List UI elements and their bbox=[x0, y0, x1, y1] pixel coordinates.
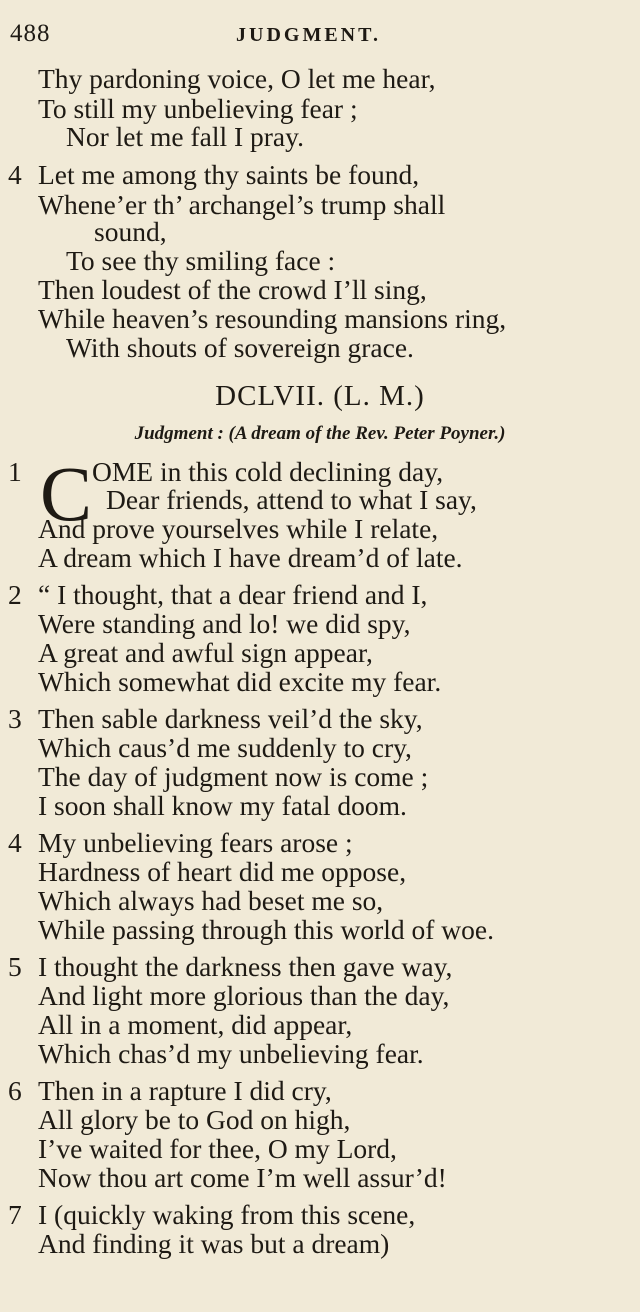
verse-line: All glory be to God on high, bbox=[38, 1104, 351, 1135]
running-head: JUDGMENT. bbox=[236, 24, 381, 46]
verse-line: I’ve waited for thee, O my Lord, bbox=[38, 1133, 397, 1164]
stanza-number: 3 bbox=[8, 703, 22, 734]
verse-line: Which somewhat did excite my fear. bbox=[38, 666, 442, 697]
hymn-subtitle: Judgment : (A dream of the Rev. Peter Poyner.) bbox=[134, 423, 506, 444]
stanza-number: 4 bbox=[8, 827, 22, 858]
verse-line: I (quickly waking from this scene, bbox=[38, 1199, 416, 1230]
verse-line: The day of judgment now is come ; bbox=[38, 761, 429, 792]
page-header bbox=[0, 20, 640, 52]
verse-line: Hardness of heart did me oppose, bbox=[38, 856, 407, 887]
verse-line: Dear friends, attend to what I say, bbox=[106, 484, 477, 515]
verse-line: To still my unbelieving fear ; bbox=[38, 93, 358, 124]
verse-line: And prove yourselves while I relate, bbox=[38, 513, 439, 544]
verse-line: sound, bbox=[94, 216, 167, 247]
verse-line: Whene’er th’ archangel’s trump shall bbox=[38, 189, 446, 220]
stanza-number: 2 bbox=[8, 579, 22, 610]
verse-line: Which caus’d me suddenly to cry, bbox=[38, 732, 412, 763]
verse-line: And light more glorious than the day, bbox=[38, 980, 450, 1011]
verse-line: A great and awful sign appear, bbox=[38, 637, 373, 668]
stanza-number: 1 bbox=[8, 456, 22, 487]
verse-line: While passing through this world of woe. bbox=[38, 914, 494, 945]
verse-line: A dream which I have dream’d of late. bbox=[38, 542, 463, 573]
hymn-title: DCLVII. (L. M.) bbox=[215, 380, 425, 412]
verse-line: Then loudest of the crowd I’ll sing, bbox=[38, 274, 427, 305]
verse-line: And finding it was but a dream) bbox=[38, 1228, 390, 1259]
verse-line: Which chas’d my unbelieving fear. bbox=[38, 1038, 424, 1069]
verse-line: Which always had beset me so, bbox=[38, 885, 384, 916]
verse-line: While heaven’s resounding mansions ring, bbox=[38, 303, 507, 334]
verse-line: To see thy smiling face : bbox=[66, 245, 336, 276]
verse-line: My unbelieving fears arose ; bbox=[38, 827, 353, 858]
stanza-number: 6 bbox=[8, 1075, 22, 1106]
verse-line: Nor let me fall I pray. bbox=[66, 121, 304, 152]
verse-line: Then sable darkness veil’d the sky, bbox=[38, 703, 423, 734]
verse-line: I thought the darkness then gave way, bbox=[38, 951, 453, 982]
stanza-number: 5 bbox=[8, 951, 22, 982]
verse-line: Thy pardoning voice, O let me hear, bbox=[38, 63, 436, 94]
verse-line: All in a moment, did appear, bbox=[38, 1009, 353, 1040]
verse-line: Were standing and lo! we did spy, bbox=[38, 608, 411, 639]
verse-line: Now thou art come I’m well assur’d! bbox=[38, 1162, 447, 1193]
stanza-number: 4 bbox=[8, 159, 22, 190]
drop-cap: C bbox=[40, 450, 93, 537]
verse-line: Let me among thy saints be found, bbox=[38, 159, 420, 190]
page-number: 488 bbox=[10, 20, 51, 47]
verse-line: “ I thought, that a dear friend and I, bbox=[38, 579, 428, 610]
verse-line: With shouts of sovereign grace. bbox=[66, 332, 414, 363]
stanza-number: 7 bbox=[8, 1199, 22, 1230]
verse-line: OME in this cold declining day, bbox=[92, 456, 444, 487]
verse-line: I soon shall know my fatal doom. bbox=[38, 790, 407, 821]
verse-line: Then in a rapture I did cry, bbox=[38, 1075, 332, 1106]
